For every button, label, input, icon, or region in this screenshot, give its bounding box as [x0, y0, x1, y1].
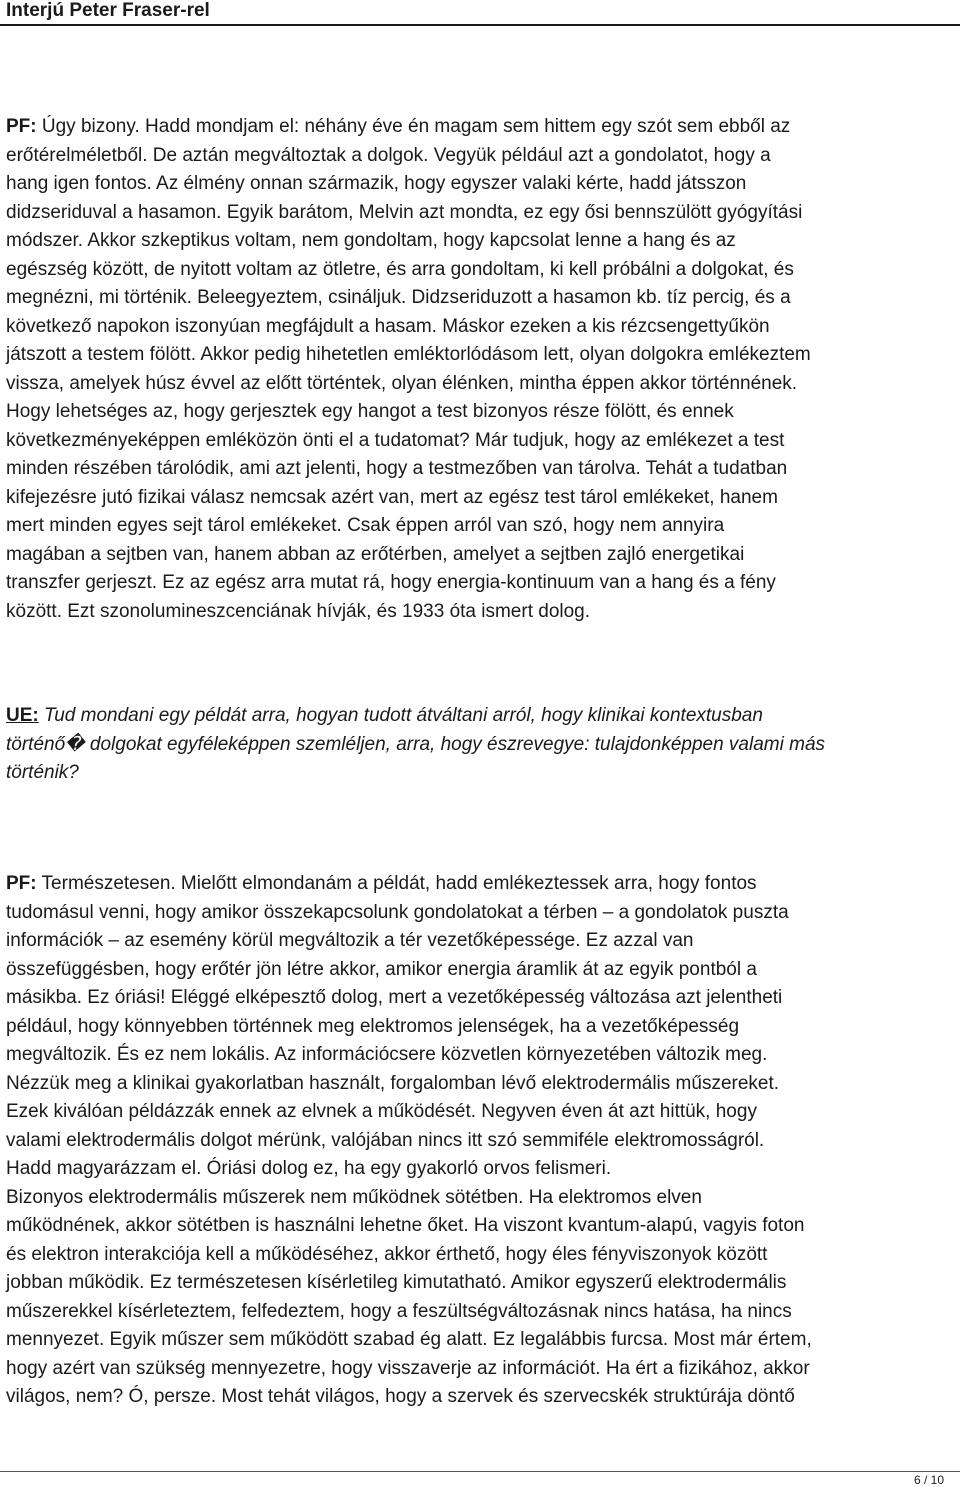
text-line — [6, 1383, 958, 1412]
text-line — [6, 1241, 958, 1270]
line-text: kifejezésre jutó fizikai válasz nemcsak azért van, mert az egész test tárol emlékeket, hanem — [6, 486, 778, 508]
text-line — [6, 1070, 958, 1099]
line-text: Hogy lehetséges az, hogy gerjesztek egy hangot a test bizonyos része fölött, és ennek — [6, 401, 734, 422]
line-text: valami elektrodermális dolgot mérünk, valójában nincs itt szó semmiféle elektromosságról. — [6, 1129, 765, 1151]
line-text: mennyezet. Egyik műszer sem működött szabad ég alatt. Ez legalábbis furcsa. Most már értem, — [6, 1329, 812, 1350]
answer-paragraph-2 — [6, 870, 958, 1412]
text-line — [6, 227, 958, 256]
line-text: játszott a testem fölött. Akkor pedig hihetetlen emléktorlódásom lett, olyan dolgokra emlékeztem — [6, 344, 811, 365]
text-line — [6, 113, 958, 142]
line-text: műszerekkel kísérleteztem, felfedeztem, hogy a feszültségváltozásnak nincs hatása, ha nincs — [6, 1300, 792, 1322]
line-text: mert minden egyes sejt tárol emlékeket. Csak éppen arról van szó, hogy nem annyira — [6, 515, 725, 536]
line-text: Tud mondani egy példát arra, hogyan tudott átváltani arról, hogy klinikai kontextusban — [38, 705, 763, 726]
line-text: Hadd magyarázzam el. Óriási dolog ez, ha egy gyakorló orvos felismeri. — [6, 1158, 612, 1179]
line-text: vissza, amelyek húsz évvel az előtt történtek, olyan élénken, mintha éppen akkor történnének. — [6, 372, 798, 394]
line-text: didzseriduval a hasamon. Egyik barátom, Melvin azt mondta, ez egy ősi bennszülött gyógyítási — [6, 201, 803, 223]
line-text: módszer. Akkor szkeptikus voltam, nem gondoltam, hogy kapcsolat lenne a hang és az — [6, 230, 736, 251]
text-line — [6, 256, 958, 285]
text-line — [6, 142, 958, 171]
line-text: Ezek kiválóan példázzák ennek az elvnek a működését. Negyven éven át azt hittük, hogy — [6, 1101, 757, 1122]
text-line — [6, 313, 958, 342]
header-divider — [0, 24, 960, 26]
text-line — [6, 702, 958, 731]
text-line — [6, 759, 958, 788]
document-title: Interjú Peter Fraser-rel — [6, 0, 210, 21]
line-text: megnézni, mi történik. Beleegyeztem, csináljuk. Didzseriduzott a hasamon kb. tíz percig, és a — [6, 287, 791, 308]
text-line — [6, 370, 958, 399]
text-line — [6, 731, 958, 760]
line-text: történő� dolgokat egyféleképpen szemléljen, arra, hogy észrevegye: tulajdonképpen valami más — [6, 733, 826, 755]
text-line — [6, 1098, 958, 1127]
line-text: összefüggésben, hogy erőtér jön létre akkor, amikor energia áramlik át az egyik pontból a — [6, 958, 757, 980]
line-text: világos, nem? Ó, persze. Most tehát világos, hogy a szervek és szervecskék struktúrája döntő — [6, 1386, 795, 1407]
text-line — [6, 1041, 958, 1070]
text-line — [6, 1326, 958, 1355]
text-line — [6, 956, 958, 985]
line-text: egészség között, de nyitott voltam az ötletre, és arra gondoltam, ki kell próbálni a dolgokat, és — [6, 258, 794, 280]
line-text: történik? — [6, 762, 79, 783]
text-line — [6, 1269, 958, 1298]
text-line — [6, 199, 958, 228]
text-line — [6, 1184, 958, 1213]
line-text: minden részében tárolódik, ami azt jelenti, hogy a testmezőben van tárolva. Tehát a tudatban — [6, 458, 788, 479]
line-text: jobban működik. Ez természetesen kísérletileg kimutatható. Amikor egyszerű elektrodermális — [6, 1272, 787, 1293]
text-line — [6, 1127, 958, 1156]
text-line — [6, 984, 958, 1013]
line-text: Úgy bizony. Hadd mondjam el: néhány éve én magam sem hittem egy szót sem ebből az — [36, 116, 791, 137]
text-line — [6, 1355, 958, 1384]
speaker-label: PF: — [6, 116, 37, 137]
line-text: például, hogy könnyebben történnek meg elektromos jelenségek, ha a vezetőképesség — [6, 1015, 740, 1037]
text-line — [6, 598, 958, 627]
text-line — [6, 1212, 958, 1241]
line-text: következményeképpen emléközön önti el a tudatomat? Már tudjuk, hogy az emlékezet a test — [6, 429, 785, 451]
text-line — [6, 512, 958, 541]
text-line — [6, 1298, 958, 1327]
line-text: hang igen fontos. Az élmény onnan származik, hogy egyszer valaki kérte, hadd játsszon — [6, 173, 747, 194]
line-text: Bizonyos elektrodermális műszerek nem működnek sötétben. Ha elektromos elven — [6, 1186, 702, 1208]
line-text: transzfer gerjeszt. Ez az egész arra mutat rá, hogy energia-kontinuum van a hang és a fény — [6, 572, 776, 593]
line-text: magában a sejtben van, hanem abban az erőtérben, amelyet a sejtben zajló energetikai — [6, 543, 745, 565]
text-line — [6, 170, 958, 199]
text-line — [6, 341, 958, 370]
text-line — [6, 455, 958, 484]
text-line — [6, 541, 958, 570]
page-header — [0, 0, 960, 26]
text-line — [6, 1013, 958, 1042]
speaker-label: PF: — [6, 873, 37, 894]
page-number: 6 / 10 — [913, 1473, 944, 1487]
text-line — [6, 484, 958, 513]
text-line — [6, 927, 958, 956]
speaker-label: UE: — [6, 705, 39, 726]
line-text: következő napokon iszonyúan megfájdult a hasam. Máskor ezeken a kis rézcsengettyűkön — [6, 315, 770, 337]
text-line — [6, 398, 958, 427]
line-text: között. Ezt szonolumineszcenciának hívják, és 1933 óta ismert dolog. — [6, 600, 591, 622]
line-text: megváltozik. És ez nem lokális. Az információcsere közvetlen környezetében változik meg. — [6, 1044, 768, 1065]
text-line — [6, 1155, 958, 1184]
text-line — [6, 870, 958, 899]
line-text: Természetesen. Mielőtt elmondanám a példát, hadd emlékeztessek arra, hogy fontos — [36, 873, 757, 894]
line-text: Nézzük meg a klinikai gyakorlatban használt, forgalomban lévő elektrodermális műszereket. — [6, 1072, 780, 1094]
line-text: információk – az esemény körül megváltozik a tér vezetőképessége. Ez azzal van — [6, 930, 694, 951]
line-text: másikba. Ez óriási! Eléggé elképesztő dolog, mert a vezetőképesség változása azt jelentheti — [6, 987, 783, 1008]
question-paragraph — [6, 702, 958, 788]
line-text: tudomásul venni, hogy amikor összekapcsolunk gondolatokat a térben – a gondolatok puszta — [6, 901, 789, 923]
line-text: erőtérelméletből. De aztán megváltoztak a dolgok. Vegyük például azt a gondolatot, hogy a — [6, 144, 771, 166]
line-text: hogy azért van szükség mennyezetre, hogy visszaverje az információt. Ha ért a fizikához, akkor — [6, 1357, 810, 1379]
text-line — [6, 284, 958, 313]
line-text: és elektron interakciója kell a működéséhez, akkor érthető, hogy éles fényviszonyok között — [6, 1243, 768, 1265]
text-line — [6, 899, 958, 928]
text-line — [6, 569, 958, 598]
line-text: működnének, akkor sötétben is használni lehetne őket. Ha viszont kvantum-alapú, vagyis foton — [6, 1215, 805, 1236]
text-line — [6, 427, 958, 456]
footer-divider — [0, 1471, 960, 1472]
answer-paragraph-1 — [6, 113, 958, 626]
